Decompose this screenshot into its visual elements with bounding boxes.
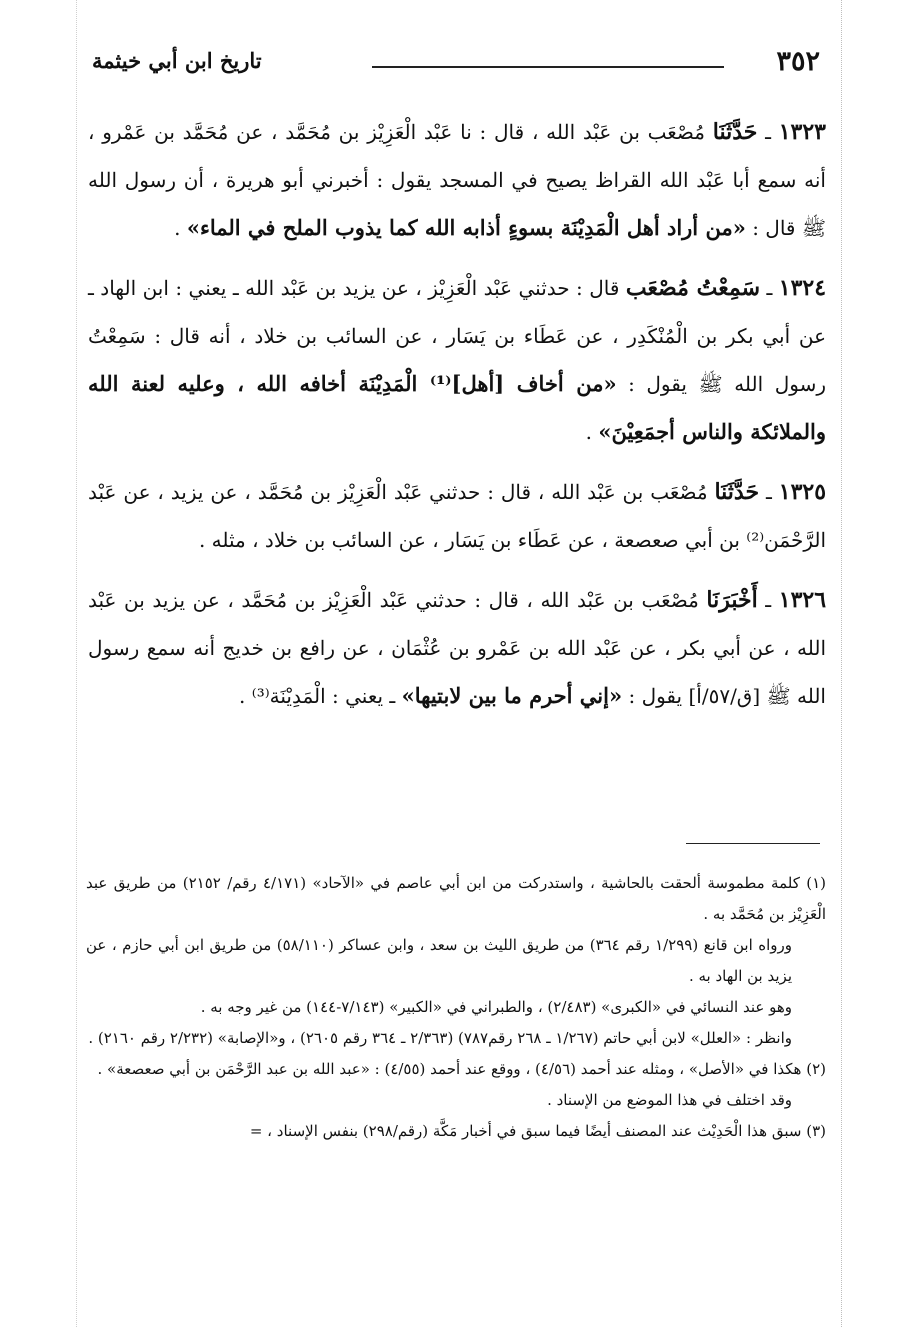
hadith-number: ١٣٢٤ <box>778 275 827 301</box>
page-edge-dots-right <box>841 0 842 1327</box>
page-number: ٣٥٢ <box>776 46 820 77</box>
hadith-paragraph: ١٣٢٦ ـ أَخْبَرَنَا مُصْعَب بن عَبْد الله ، قال : حدثني عَبْد الْعَزِيْز بن مُحَمَّد ، عن يزيد بن عَبْد الله ، عن أبي بكر ، عن عَبْد الله بن عَمْرو بن عُثْمَان ، عن رافع بن خديج أنه سمع رسول الله ﷺ [ق/٥٧/أ] يقول : «إني أحرم ما بين لابتيها» ـ يعني : الْمَدِيْنَة⁽³⁾ . <box>88 587 827 708</box>
footnote-separator <box>686 843 820 844</box>
hadith-lead: أَخْبَرَنَا <box>706 587 758 613</box>
hadith-paragraph: ١٣٢٥ ـ حَدَّثَنَا مُصْعَب بن عَبْد الله ، قال : حدثني عَبْد الْعَزِيْز بن مُحَمَّد ، عن يزيد ، عن عَبْد الرَّحْمَن⁽²⁾ بن أبي صعصعة ، عن عَطَاء بن يَسَار ، عن السائب بن خلاد ، مثله . <box>88 479 827 552</box>
main-text <box>88 108 826 732</box>
hadith-lead: حَدَّثَنَا <box>712 119 758 145</box>
hadith-body: مُصْعَب بن عَبْد الله ، قال : نا عَبْد الْعَزِيْز بن مُحَمَّد ، عن مُحَمَّد بن عَمْرو ، أنه سمع أبا عَبْد الله القراظ يصيح في المسجد يقول : أخبرني أبو هريرة ، أن رسول الله ﷺ قال : <box>88 120 826 240</box>
hadith-body: مُصْعَب بن عَبْد الله ، قال : حدثني عَبْد الْعَزِيْز بن مُحَمَّد ، عن يزيد بن عَبْد الله ، عن أبي بكر ، عن عَبْد الله بن عَمْرو بن عُثْمَان ، عن رافع بن خديج أنه سمع رسول الله ﷺ [ق/٥٧/أ] يقول : <box>88 588 826 708</box>
hadith-number: ١٣٢٥ <box>778 479 827 505</box>
hadith-quote: «من أخاف [أهل]⁽¹⁾ الْمَدِيْنَة أخافه الله ، وعليه لعنة الله والملائكة والناس أجمَعِيْنَ» <box>88 371 826 444</box>
header-rule <box>372 66 724 68</box>
page-edge-dots-left <box>76 0 77 1327</box>
page-header <box>92 44 820 88</box>
hadith-tail: . <box>174 216 187 240</box>
hadith-paragraph: ١٣٢٤ ـ سَمِعْتُ مُصْعَب قال : حدثني عَبْد الْعَزِيْز ، عن يزيد بن عَبْد الله ـ يعني : ابن الهاد ـ عن أبي بكر بن الْمُنْكَدِر ، عن عَطَاء بن يَسَار ، عن السائب بن خلاد ، أنه قال : سَمِعْتُ رسول الله ﷺ يقول : «من أخاف [أهل]⁽¹⁾ الْمَدِيْنَة أخافه الله ، وعليه لعنة الله والملائكة والناس أجمَعِيْنَ» . <box>88 275 827 444</box>
footnote-1-continuation: وهو عند النسائي في «الكبرى» (٢/٤٨٣) ، والطبراني في «الكبير» (٧/١٤٣-١٤٤) من غير وجه به . <box>200 998 792 1016</box>
hadith-lead: سَمِعْتُ مُصْعَب <box>625 275 761 301</box>
hadith-tail: . <box>585 420 599 444</box>
hadith-paragraph: ١٣٢٣ ـ حَدَّثَنَا مُصْعَب بن عَبْد الله ، قال : نا عَبْد الْعَزِيْز بن مُحَمَّد ، عن مُحَمَّد بن عَمْرو ، أنه سمع أبا عَبْد الله القراظ يصيح في المسجد يقول : أخبرني أبو هريرة ، أن رسول الله ﷺ قال : «من أراد أهل الْمَدِيْنَة بسوءٍ أذابه الله كما يذوب الملح في الماء» . <box>88 119 826 240</box>
footnote-1: (١) كلمة مطموسة ألحقت بالحاشية ، واستدركت من ابن أبي عاصم في «الآحاد» (٤/١٧١ رقم/ ٢١٥٢) من طريق عبد الْعَزِيْز بن مُحَمَّد به . <box>86 874 826 923</box>
footnote-2: (٢) هكذا في «الأصل» ، ومثله عند أحمد (٤/٥٦) ، ووقع عند أحمد (٤/٥٥) : «عبد الله بن عبد الرَّحْمَن بن أبي صعصعة» . <box>97 1060 826 1078</box>
footnote-3: (٣) سبق هذا الْحَدِيْث عند المصنف أيضًا فيما سبق في أخبار مَكَّة (رقم/٢٩٨) بنفس الإسناد ، = <box>249 1122 826 1140</box>
footnotes <box>86 868 826 1147</box>
hadith-tail: ـ يعني : الْمَدِيْنَة⁽³⁾ . <box>239 684 402 708</box>
footnote-1-continuation: وانظر : «العلل» لابن أبي حاتم (١/٢٦٧ ـ ٢٦٨ رقم٧٨٧) (٢/٣٦٣ ـ ٣٦٤ رقم ٢٦٠٥) ، و«الإصابة» (٢/٢٣٢ رقم ٢١٦٠) . <box>88 1029 792 1047</box>
footnote-2-continuation: وقد اختلف في هذا الموضع من الإسناد . <box>547 1091 792 1109</box>
footnote-1-continuation: ورواه ابن قانع (١/٢٩٩ رقم ٣٦٤) من طريق الليث بن سعد ، وابن عساكر (٥٨/١١٠) من طريق ابن أبي حازم ، عن يزيد بن الهاد به . <box>86 936 792 985</box>
hadith-quote: «من أراد أهل الْمَدِيْنَة بسوءٍ أذابه الله كما يذوب الملح في الماء» <box>186 215 746 240</box>
hadith-lead: حَدَّثَنَا <box>714 479 760 505</box>
running-title: تاريخ ابن أبي خيثمة <box>92 48 262 73</box>
hadith-number: ١٣٢٣ <box>778 119 826 145</box>
hadith-number: ١٣٢٦ <box>778 587 827 613</box>
hadith-quote: «إني أحرم ما بين لابتيها» <box>401 683 623 708</box>
hadith-body: مُصْعَب بن عَبْد الله ، قال : حدثني عَبْد الْعَزِيْز بن مُحَمَّد ، عن يزيد ، عن عَبْد الرَّحْمَن⁽²⁾ بن أبي صعصعة ، عن عَطَاء بن يَسَار ، عن السائب بن خلاد ، مثله . <box>88 480 826 552</box>
hadith-body: قال : حدثني عَبْد الْعَزِيْز ، عن يزيد بن عَبْد الله ـ يعني : ابن الهاد ـ عن أبي بكر بن الْمُنْكَدِر ، عن عَطَاء بن يَسَار ، عن السائب بن خلاد ، أنه قال : سَمِعْتُ رسول الله ﷺ يقول : <box>88 276 827 396</box>
